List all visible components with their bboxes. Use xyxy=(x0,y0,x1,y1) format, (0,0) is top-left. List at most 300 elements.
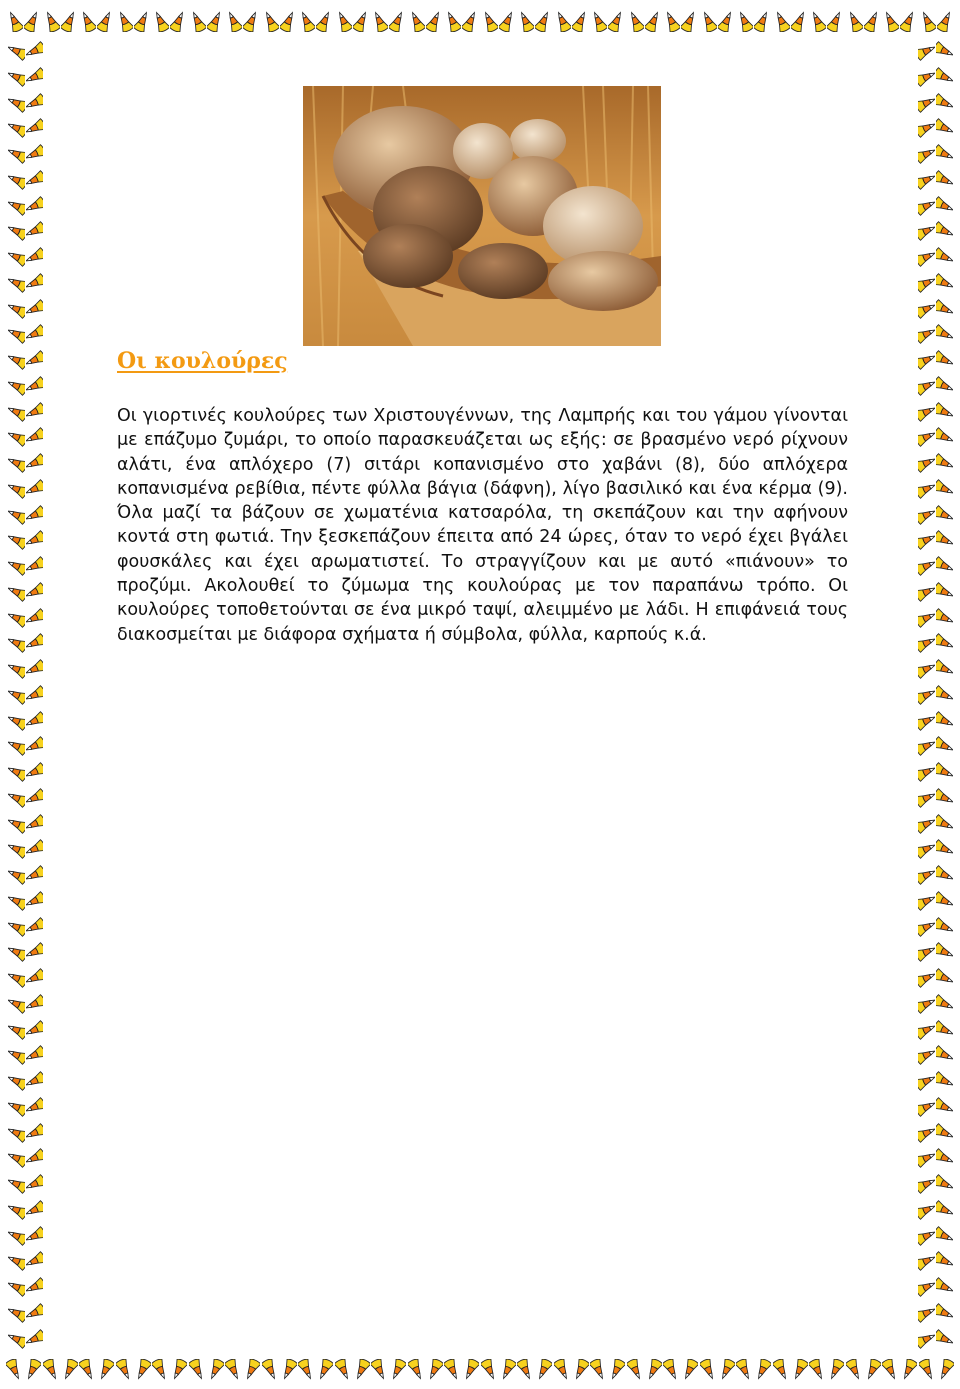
candy-corn-icon xyxy=(918,143,935,165)
candy-corn-icon xyxy=(936,890,953,912)
candy-corn-pair xyxy=(8,864,43,886)
candy-corn-icon xyxy=(937,10,954,32)
candy-corn-icon xyxy=(262,1359,279,1381)
candy-corn-pair xyxy=(918,504,953,526)
candy-corn-icon xyxy=(8,220,25,242)
candy-corn-icon xyxy=(918,967,935,989)
candy-corn-pair xyxy=(918,220,953,242)
candy-corn-pair xyxy=(554,1359,589,1381)
candy-corn-icon xyxy=(26,1070,43,1092)
candy-corn-icon xyxy=(918,761,935,783)
candy-corn-pair xyxy=(918,426,953,448)
candy-corn-icon xyxy=(936,941,953,963)
candy-corn-pair xyxy=(919,1359,954,1381)
candy-corn-icon xyxy=(26,1199,43,1221)
candy-corn-icon xyxy=(8,349,25,371)
candy-corn-icon xyxy=(8,967,25,989)
candy-corn-icon xyxy=(918,375,935,397)
candy-corn-icon xyxy=(26,684,43,706)
candy-corn-pair xyxy=(6,10,41,32)
candy-corn-icon xyxy=(8,92,25,114)
candy-corn-icon xyxy=(918,838,935,860)
candy-corn-icon xyxy=(936,993,953,1015)
candy-corn-pair xyxy=(335,1359,370,1381)
candy-corn-icon xyxy=(26,452,43,474)
candy-corn-pair xyxy=(918,375,953,397)
candy-corn-pair xyxy=(8,967,43,989)
candy-corn-icon xyxy=(8,323,25,345)
candy-corn-icon xyxy=(936,143,953,165)
candy-corn-pair xyxy=(8,1199,43,1221)
candy-corn-icon xyxy=(444,10,461,32)
candy-corn-pair xyxy=(481,10,516,32)
candy-corn-pair xyxy=(773,10,808,32)
candy-corn-icon xyxy=(918,1019,935,1041)
candy-corn-icon xyxy=(8,1096,25,1118)
candy-corn-pair xyxy=(8,401,43,423)
candy-corn-icon xyxy=(936,761,953,783)
candy-corn-pair xyxy=(517,10,552,32)
candy-corn-icon xyxy=(316,10,333,32)
candy-corn-icon xyxy=(26,890,43,912)
candy-corn-pair xyxy=(8,993,43,1015)
candy-corn-icon xyxy=(918,169,935,191)
candy-corn-icon xyxy=(918,916,935,938)
candy-corn-icon xyxy=(882,10,899,32)
candy-corn-icon xyxy=(754,10,771,32)
candy-corn-icon xyxy=(936,220,953,242)
candy-corn-icon xyxy=(718,1359,735,1381)
candy-corn-icon xyxy=(26,298,43,320)
candy-corn-icon xyxy=(918,1122,935,1144)
candy-corn-icon xyxy=(97,10,114,32)
candy-corn-icon xyxy=(481,1359,498,1381)
candy-corn-pair xyxy=(846,1359,881,1381)
candy-corn-pair xyxy=(918,1173,953,1195)
candy-corn-icon xyxy=(937,1359,954,1381)
candy-corn-icon xyxy=(8,555,25,577)
candy-corn-icon xyxy=(499,1359,516,1381)
candy-corn-icon xyxy=(700,10,717,32)
candy-corn-icon xyxy=(936,349,953,371)
candy-corn-icon xyxy=(936,838,953,860)
candy-corn-pair xyxy=(627,10,662,32)
candy-corn-icon xyxy=(26,323,43,345)
candy-corn-icon xyxy=(43,10,60,32)
candy-corn-icon xyxy=(936,92,953,114)
candy-corn-pair xyxy=(918,349,953,371)
candy-corn-pair xyxy=(43,10,78,32)
candy-corn-icon xyxy=(918,607,935,629)
candy-corn-icon xyxy=(864,1359,881,1381)
candy-corn-icon xyxy=(426,10,443,32)
candy-corn-icon xyxy=(389,10,406,32)
candy-corn-icon xyxy=(262,10,279,32)
candy-corn-icon xyxy=(335,1359,352,1381)
candy-corn-icon xyxy=(936,195,953,217)
candy-corn-icon xyxy=(8,1019,25,1041)
candy-corn-icon xyxy=(918,1173,935,1195)
candy-corn-icon xyxy=(936,169,953,191)
candy-corn-pair xyxy=(918,529,953,551)
candy-corn-pair xyxy=(663,10,698,32)
candy-corn-pair xyxy=(8,529,43,551)
candy-corn-pair xyxy=(8,323,43,345)
candy-corn-icon xyxy=(134,10,151,32)
candy-corn-icon xyxy=(26,1122,43,1144)
bread-photo xyxy=(303,86,661,346)
candy-corn-pair xyxy=(918,478,953,500)
candy-corn-icon xyxy=(936,1328,953,1350)
candy-corn-icon xyxy=(26,401,43,423)
candy-corn-pair xyxy=(918,272,953,294)
candy-corn-pair xyxy=(408,1359,443,1381)
candy-corn-icon xyxy=(481,10,498,32)
candy-corn-pair xyxy=(43,1359,78,1381)
candy-corn-pair xyxy=(152,10,187,32)
candy-corn-icon xyxy=(426,1359,443,1381)
candy-corn-pair xyxy=(8,632,43,654)
candy-corn-pair xyxy=(918,117,953,139)
candy-corn-pair xyxy=(8,1122,43,1144)
candy-corn-icon xyxy=(8,1276,25,1298)
candy-corn-pair xyxy=(918,143,953,165)
candy-corn-icon xyxy=(26,607,43,629)
candy-corn-icon xyxy=(900,10,917,32)
candy-corn-pair xyxy=(918,1328,953,1350)
candy-corn-icon xyxy=(918,478,935,500)
candy-corn-icon xyxy=(8,890,25,912)
candy-corn-icon xyxy=(918,529,935,551)
candy-corn-icon xyxy=(936,1019,953,1041)
candy-corn-icon xyxy=(189,10,206,32)
candy-corn-pair xyxy=(918,246,953,268)
candy-corn-pair xyxy=(408,10,443,32)
candy-corn-icon xyxy=(8,787,25,809)
candy-corn-pair xyxy=(918,1225,953,1247)
candy-corn-icon xyxy=(936,66,953,88)
candy-corn-icon xyxy=(936,710,953,732)
candy-corn-icon xyxy=(918,401,935,423)
candy-corn-icon xyxy=(936,375,953,397)
candy-corn-icon xyxy=(8,735,25,757)
candy-corn-border-bottom xyxy=(6,1353,954,1387)
candy-corn-pair xyxy=(918,890,953,912)
candy-corn-pair xyxy=(8,1044,43,1066)
candy-corn-pair xyxy=(700,10,735,32)
candy-corn-pair xyxy=(8,478,43,500)
candy-corn-icon xyxy=(572,1359,589,1381)
candy-corn-pair xyxy=(918,66,953,88)
candy-corn-icon xyxy=(918,452,935,474)
candy-corn-icon xyxy=(517,10,534,32)
candy-corn-icon xyxy=(26,1019,43,1041)
candy-corn-icon xyxy=(936,787,953,809)
candy-corn-icon xyxy=(26,272,43,294)
candy-corn-icon xyxy=(918,1044,935,1066)
candy-corn-icon xyxy=(26,1147,43,1169)
candy-corn-pair xyxy=(8,684,43,706)
candy-corn-pair xyxy=(8,581,43,603)
candy-corn-pair xyxy=(918,761,953,783)
candy-corn-pair xyxy=(6,1359,41,1381)
candy-corn-icon xyxy=(936,1096,953,1118)
candy-corn-pair xyxy=(918,658,953,680)
candy-corn-icon xyxy=(936,684,953,706)
candy-corn-pair xyxy=(554,10,589,32)
candy-corn-icon xyxy=(116,1359,133,1381)
candy-corn-icon xyxy=(79,1359,96,1381)
candy-corn-pair xyxy=(918,1096,953,1118)
candy-corn-icon xyxy=(26,761,43,783)
candy-corn-icon xyxy=(61,10,78,32)
candy-corn-icon xyxy=(681,1359,698,1381)
candy-corn-pair xyxy=(8,1250,43,1272)
candy-corn-pair xyxy=(918,864,953,886)
candy-corn-icon xyxy=(24,10,41,32)
candy-corn-icon xyxy=(6,1359,23,1381)
candy-corn-icon xyxy=(918,632,935,654)
candy-corn-pair xyxy=(8,1147,43,1169)
candy-corn-pair xyxy=(700,1359,735,1381)
candy-corn-icon xyxy=(936,452,953,474)
candy-corn-pair xyxy=(918,555,953,577)
candy-corn-icon xyxy=(754,1359,771,1381)
candy-corn-pair xyxy=(663,1359,698,1381)
candy-corn-icon xyxy=(8,117,25,139)
candy-corn-icon xyxy=(918,813,935,835)
candy-corn-pair xyxy=(262,1359,297,1381)
candy-corn-icon xyxy=(298,10,315,32)
candy-corn-icon xyxy=(8,195,25,217)
candy-corn-icon xyxy=(8,1250,25,1272)
candy-corn-icon xyxy=(936,581,953,603)
candy-corn-icon xyxy=(736,10,753,32)
candy-corn-pair xyxy=(918,1199,953,1221)
candy-corn-pair xyxy=(8,426,43,448)
candy-corn-icon xyxy=(8,478,25,500)
candy-corn-pair xyxy=(846,10,881,32)
candy-corn-icon xyxy=(918,1302,935,1324)
candy-corn-icon xyxy=(936,1225,953,1247)
candy-corn-icon xyxy=(918,349,935,371)
candy-corn-icon xyxy=(8,298,25,320)
candy-corn-pair xyxy=(116,1359,151,1381)
candy-corn-pair xyxy=(918,1070,953,1092)
candy-corn-icon xyxy=(8,1070,25,1092)
candy-corn-pair xyxy=(8,504,43,526)
candy-corn-icon xyxy=(936,1250,953,1272)
candy-corn-pair xyxy=(918,401,953,423)
candy-corn-pair xyxy=(444,1359,479,1381)
candy-corn-icon xyxy=(26,143,43,165)
candy-corn-pair xyxy=(919,10,954,32)
candy-corn-icon xyxy=(918,735,935,757)
candy-corn-icon xyxy=(152,10,169,32)
candy-corn-pair xyxy=(8,117,43,139)
candy-corn-icon xyxy=(936,864,953,886)
candy-corn-border-top xyxy=(6,4,954,38)
candy-corn-pair xyxy=(8,220,43,242)
candy-corn-icon xyxy=(918,890,935,912)
candy-corn-icon xyxy=(627,1359,644,1381)
candy-corn-pair xyxy=(8,1019,43,1041)
bread-illustration xyxy=(303,86,661,346)
candy-corn-icon xyxy=(26,1328,43,1350)
candy-corn-icon xyxy=(8,452,25,474)
candy-corn-pair xyxy=(335,10,370,32)
candy-corn-pair xyxy=(8,195,43,217)
candy-corn-pair xyxy=(918,735,953,757)
candy-corn-icon xyxy=(936,1173,953,1195)
candy-corn-pair xyxy=(8,941,43,963)
candy-corn-pair xyxy=(8,1096,43,1118)
candy-corn-pair xyxy=(8,658,43,680)
candy-corn-icon xyxy=(791,1359,808,1381)
candy-corn-icon xyxy=(918,504,935,526)
candy-corn-pair xyxy=(918,40,953,62)
candy-corn-icon xyxy=(918,66,935,88)
candy-corn-icon xyxy=(408,1359,425,1381)
candy-corn-icon xyxy=(645,1359,662,1381)
candy-corn-icon xyxy=(8,169,25,191)
candy-corn-icon xyxy=(116,10,133,32)
candy-corn-pair xyxy=(116,10,151,32)
candy-corn-icon xyxy=(936,426,953,448)
candy-corn-icon xyxy=(809,10,826,32)
candy-corn-icon xyxy=(827,1359,844,1381)
candy-corn-icon xyxy=(8,916,25,938)
candy-corn-pair xyxy=(809,10,844,32)
candy-corn-icon xyxy=(936,117,953,139)
candy-corn-icon xyxy=(61,1359,78,1381)
candy-corn-icon xyxy=(335,10,352,32)
candy-corn-icon xyxy=(26,117,43,139)
candy-corn-icon xyxy=(8,1302,25,1324)
candy-corn-pair xyxy=(882,1359,917,1381)
candy-corn-icon xyxy=(26,1096,43,1118)
candy-corn-icon xyxy=(444,1359,461,1381)
candy-corn-pair xyxy=(8,298,43,320)
candy-corn-icon xyxy=(8,1328,25,1350)
candy-corn-pair xyxy=(918,1147,953,1169)
candy-corn-icon xyxy=(936,607,953,629)
candy-corn-icon xyxy=(918,1225,935,1247)
candy-corn-pair xyxy=(79,10,114,32)
candy-corn-icon xyxy=(608,1359,625,1381)
candy-corn-icon xyxy=(535,1359,552,1381)
candy-corn-icon xyxy=(846,1359,863,1381)
candy-corn-icon xyxy=(8,632,25,654)
candy-corn-icon xyxy=(919,1359,936,1381)
candy-corn-icon xyxy=(918,941,935,963)
candy-corn-pair xyxy=(918,993,953,1015)
candy-corn-pair xyxy=(8,1173,43,1195)
candy-corn-icon xyxy=(627,10,644,32)
candy-corn-icon xyxy=(26,529,43,551)
candy-corn-icon xyxy=(26,581,43,603)
candy-corn-icon xyxy=(26,735,43,757)
candy-corn-icon xyxy=(936,272,953,294)
candy-corn-icon xyxy=(8,658,25,680)
candy-corn-pair xyxy=(918,581,953,603)
candy-corn-pair xyxy=(225,10,260,32)
candy-corn-pair xyxy=(371,1359,406,1381)
candy-corn-icon xyxy=(936,401,953,423)
candy-corn-pair xyxy=(590,1359,625,1381)
candy-corn-icon xyxy=(8,1225,25,1247)
candy-corn-pair xyxy=(918,838,953,860)
candy-corn-pair xyxy=(8,890,43,912)
candy-corn-pair xyxy=(8,1070,43,1092)
candy-corn-icon xyxy=(918,117,935,139)
candy-corn-icon xyxy=(936,813,953,835)
candy-corn-pair xyxy=(262,10,297,32)
candy-corn-icon xyxy=(26,1044,43,1066)
candy-corn-pair xyxy=(8,735,43,757)
candy-corn-pair xyxy=(918,1019,953,1041)
candy-corn-icon xyxy=(26,967,43,989)
candy-corn-pair xyxy=(918,684,953,706)
candy-corn-icon xyxy=(8,581,25,603)
candy-corn-icon xyxy=(8,143,25,165)
candy-corn-icon xyxy=(408,10,425,32)
candy-corn-pair xyxy=(918,195,953,217)
candy-corn-icon xyxy=(864,10,881,32)
candy-corn-pair xyxy=(918,1250,953,1272)
candy-corn-icon xyxy=(936,478,953,500)
candy-corn-pair xyxy=(882,10,917,32)
candy-corn-icon xyxy=(353,10,370,32)
candy-corn-icon xyxy=(936,1276,953,1298)
candy-corn-icon xyxy=(26,349,43,371)
candy-corn-icon xyxy=(919,10,936,32)
candy-corn-pair xyxy=(8,1225,43,1247)
candy-corn-pair xyxy=(8,607,43,629)
candy-corn-icon xyxy=(773,10,790,32)
candy-corn-icon xyxy=(608,10,625,32)
candy-corn-pair xyxy=(918,813,953,835)
candy-corn-icon xyxy=(26,169,43,191)
candy-corn-pair xyxy=(8,349,43,371)
candy-corn-pair xyxy=(8,169,43,191)
candy-corn-icon xyxy=(936,504,953,526)
candy-corn-icon xyxy=(791,10,808,32)
candy-corn-icon xyxy=(918,864,935,886)
candy-corn-pair xyxy=(8,710,43,732)
candy-corn-icon xyxy=(8,426,25,448)
candy-corn-icon xyxy=(918,220,935,242)
candy-corn-icon xyxy=(918,1147,935,1169)
candy-corn-icon xyxy=(936,658,953,680)
candy-corn-icon xyxy=(918,195,935,217)
candy-corn-icon xyxy=(8,504,25,526)
candy-corn-icon xyxy=(26,1250,43,1272)
candy-corn-icon xyxy=(918,1328,935,1350)
candy-corn-icon xyxy=(26,426,43,448)
candy-corn-icon xyxy=(8,838,25,860)
candy-corn-pair xyxy=(298,10,333,32)
candy-corn-pair xyxy=(918,1302,953,1324)
candy-corn-icon xyxy=(8,1173,25,1195)
page-title: Οι κουλούρες xyxy=(117,348,288,374)
candy-corn-pair xyxy=(298,1359,333,1381)
candy-corn-icon xyxy=(8,1147,25,1169)
candy-corn-pair xyxy=(8,66,43,88)
candy-corn-icon xyxy=(26,92,43,114)
candy-corn-icon xyxy=(26,787,43,809)
candy-corn-icon xyxy=(26,813,43,835)
